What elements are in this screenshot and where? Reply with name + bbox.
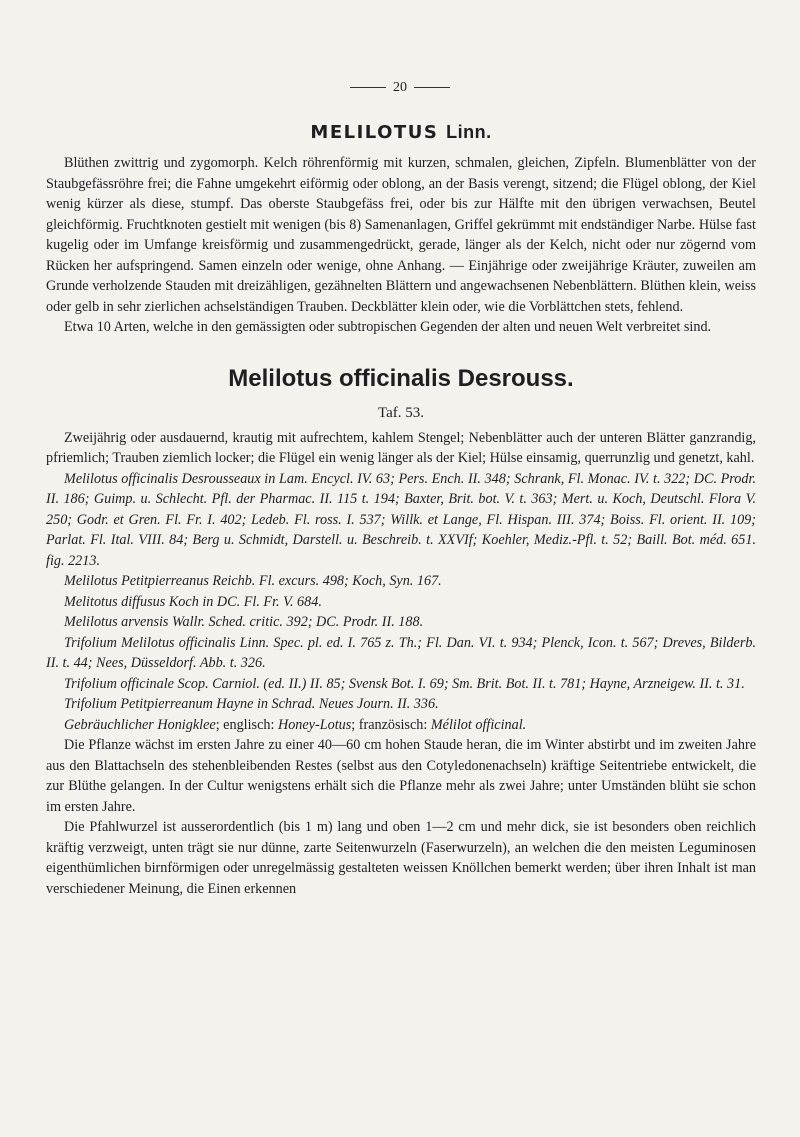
plate-reference: Taf. 53. [377,404,425,421]
genus-authority: Linn. [446,122,492,142]
page-number-value: 20 [393,80,407,95]
genus-distribution-paragraph: Etwa 10 Arten, welche in den gemässigten oder subtropischen Gegenden der alten und neuen Welt verbreitet sind. [64,319,712,335]
root-paragraph: Die Pfahlwurzel ist ausserordentlich (bis 1 m) lang und oben 1—2 cm und mehr dick, sie ist besonders oben reichlich kräftig verzweigt, unten trägt sie nur dünne, zarte Seitenwurzeln (Faserwurzeln), an welchen die den meisten Leguminosen eigenthümlichen birnförmigen oder unregelmässig gestalteten weissen Knöllchen bemerkt werden; über ihren Inhalt ist man verschiedener Meinung, die Einen erkennen [46,819,756,897]
synonym-entry: Melitotus diffusus Koch in DC. Fl. Fr. V. 684. [64,593,322,610]
genus-heading [46,120,756,145]
common-name-english-prefix: ; englisch: [215,716,278,733]
genus-description-paragraph: Blüthen zwittrig und zygomorph. Kelch röhrenförmig mit kurzen, schmalen, gleichen, Zipfeln. Blumenblätter von der Staubgefässröhre frei; die Fahne umgekehrt eiförmig oder oblong, an der Basis verengt, sitzend; die Flügel oblong, der Kiel wenig kürzer als diese, stumpf. Das oberste Staubgefäss frei, oder bis zur Hälfte mit den übrigen verwachsen, Beutel gleichförmig. Fruchtknoten gestielt mit wenigen (bis 8) Samenanlagen, Griffel gekrümmt mit endständiger Narbe. Hülse fast kugelig oder im Umfange kreisförmig und zusammengedrückt, gerade, länger als der Kelch, nicht oder nur zögernd vom Rücken her aufspringend. Samen einzeln oder wenige, ohne Anhang. — Einjährige oder zweijährige Kräuter, zuweilen am Grunde verholzende Stauden mit dreizähligen, gezähnelten Blättern und angewachsenen Nebenblättern. Blüthen klein, weiss oder gelb in sehr zierlichen achselständigen Trauben. Deckblätter klein oder, wie die Vorblättchen stets, fehlend. [46,155,756,315]
page-number-rule-left [350,87,386,88]
genus-name: MELILOTUS [310,122,439,143]
page-number-rule-right [414,87,450,88]
growth-paragraph: Die Pflanze wächst im ersten Jahre zu einer 40—60 cm hohen Staude heran, die im Winter abstirbt und im zweiten Jahre aus den Blattachseln des stehenbleibenden Restes (selbst aus den Cotyledonenachseln) kräftige Seitentriebe entwickelt, die zur Blüthe gelangen. In der Cultur wenigstens erhält sich die Pflanze mehr als zwei Jahre; unter Umständen blüht sie schon im ersten Jahre. [46,737,756,815]
synonym-entry: Trifolium officinale Scop. Carniol. (ed. II.) II. 85; Svensk Bot. I. 69; Sm. Brit. Bot. II. t. 781; Hayne, Arzneigew. II. t. 31. [64,675,745,692]
common-name-french-prefix: ; französisch: [351,716,431,733]
species-heading: Melilotus officinalis Desrouss. [228,364,574,392]
synonym-entry: Trifolium Melilotus officinalis Linn. Spec. pl. ed. I. 765 z. Th.; Fl. Dan. VI. t. 934; Plenck, Icon. t. 567; Dreves, Bilderb. II. t. 44; Nees, Düsseldorf. Abb. t. 326. [46,634,756,671]
body-text [46,735,756,899]
page-number [0,80,800,96]
genus-description [46,153,756,338]
synonym-entry: Melilotus arvensis Wallr. Sched. critic. 392; DC. Prodr. II. 188. [64,614,424,630]
common-name-english: Honey-Lotus [277,716,352,733]
common-name-german: Gebräuchlicher Honigklee [64,716,216,733]
synonym-entry: Trifolium Petitpierreanum Hayne in Schrad. Neues Journ. II. 336. [64,696,439,712]
species-diagnosis: Zweijährig oder ausdauernd, krautig mit aufrechtem, kahlem Stengel; Nebenblätter auch der unteren Blätter ganzrandig, pfriemlich; Trauben ziemlich locker; die Flügel ein wenig länger als der Kiel; Hülse einsamig, querrunzlig und genetzt, kahl. [46,429,756,466]
synonym-entry: Melilotus Petitpierreanus Reichb. Fl. excurs. 498; Koch, Syn. 167. [64,573,442,589]
synonym-entry: Melilotus officinalis Desrousseaux in Lam. Encycl. IV. 63; Pers. Ench. II. 348; Schrank, Fl. Monac. IV. t. 322; DC. Prodr. II. 186; Guimp. u. Schlecht. Pfl. der Pharmac. II. 115 t. 194; Baxter, Brit. bot. V. t. 363; Mert. u. Koch, Deutschl. Flora V. 250; Godr. et Gren. Fl. Fr. I. 402; Ledeb. Fl. ross. I. 537; Willk. et Lange, Fl. Hispan. III. 374; Boiss. Fl. orient. II. 109; Parlat. Fl. Ital. VIII. 84; Berg u. Schmidt, Darstell. u. Beschreib. t. XXVIf; Koehler, Mediz.-Pfl. t. 52; Baill. Bot. méd. 651. fig. 2213. [46,470,756,569]
common-names [46,715,756,736]
common-name-french: Mélilot officinal. [430,716,527,733]
synonym-list [46,469,756,736]
